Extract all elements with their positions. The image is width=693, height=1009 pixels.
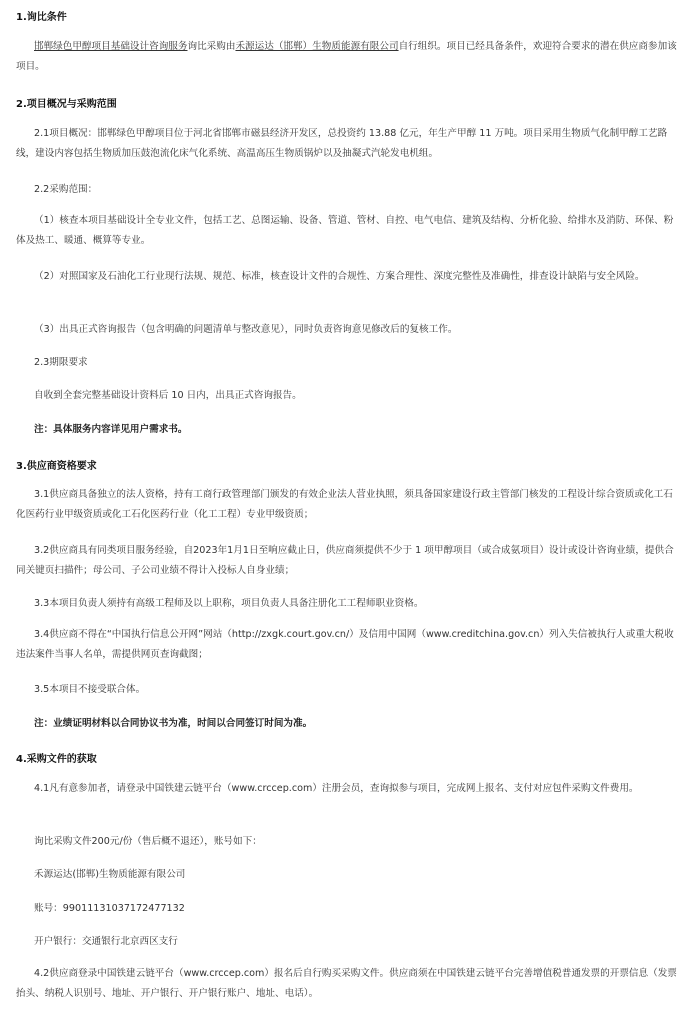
account-number: 账号：99011131037172477132 bbox=[34, 903, 185, 914]
document-fee-text: 询比采购文件200元/份（售后概不退还），账号如下： bbox=[34, 836, 262, 847]
qualification-3-4: 3.4供应商不得在“中国执行信息公开网”网站（http://zxgk.court.gov.cn/）及信用中国网（www.creditchina.gov.cn）列入失信被执行人或重大税收违法案件当事人名单，需提供网页查询截图； bbox=[16, 629, 674, 660]
qualification-3-5: 3.5本项目不接受联合体。 bbox=[34, 684, 146, 695]
project-overview-paragraph: 2.1项目概况：邯郸绿色甲醇项目位于河北省邯郸市磁县经济开发区，总投资约 13.88 亿元，年生产甲醇 11 万吨。项目采用生物质气化制甲醇工艺路线，建设内容包括生物质加压鼓泡流化床气化系统、高温高压生物质锅炉以及抽凝式汽轮发电机组。 bbox=[16, 128, 668, 159]
scope-item-2: （2）对照国家及石油化工行业现行法规、规范、标准，核查设计文件的合规性、方案合理性、深度完整性及准确性，排查设计缺陷与安全风险。 bbox=[34, 271, 645, 282]
bank-name: 开户银行：交通银行北京西区支行 bbox=[34, 936, 178, 947]
deadline-label: 2.3期限要求 bbox=[34, 357, 88, 368]
section-2-heading: 2.项目概况与采购范围 bbox=[16, 99, 117, 110]
section-4-heading: 4.采购文件的获取 bbox=[16, 754, 97, 765]
scope-item-1: （1）核查本项目基础设计全专业文件，包括工艺、总图运输、设备、管道、管材、自控、电气电信、建筑及结构、分析化验、给排水及消防、环保、粉体及热工、暖通、概算等专业。 bbox=[16, 215, 674, 246]
procurement-scope-label: 2.2采购范围： bbox=[34, 184, 98, 195]
section-1-paragraph bbox=[16, 37, 682, 77]
section-2-note: 注：具体服务内容详见用户需求书。 bbox=[34, 424, 188, 435]
project-name-link: 邯郸绿色甲醇项目基础设计咨询服务 bbox=[34, 41, 188, 52]
deadline-text: 自收到全套完整基础设计资料后 10 日内，出具正式咨询报告。 bbox=[34, 390, 302, 401]
section-3-note: 注：业绩证明材料以合同协议书为准，时间以合同签订时间为准。 bbox=[34, 718, 313, 729]
section-1-tail-text: 自行组织。项目已经具备条件，欢迎符合要求的潜在供应商参加该项目。 bbox=[16, 41, 677, 72]
document-acquisition-4-2: 4.2供应商登录中国铁建云链平台（www.crccep.com）报名后自行购买采购文件。供应商须在中国铁建云链平台完善增值税普通发票的开票信息（发票抬头、纳税人识别号、地址、开户银行、开户银行账户、地址、电话）。 bbox=[16, 968, 677, 999]
scope-item-3: （3）出具正式咨询报告（包含明确的问题清单与整改意见），同时负责咨询意见修改后的复核工作。 bbox=[34, 324, 458, 335]
document-acquisition-4-1: 4.1凡有意参加者，请登录中国铁建云链平台（www.crccep.com）注册会员，查询拟参与项目，完成网上报名、支付对应包件采购文件费用。 bbox=[34, 783, 639, 794]
section-1-heading: 1.询比条件 bbox=[16, 12, 67, 23]
section-1-mid-text: 询比采购由 bbox=[187, 41, 236, 52]
payee-name: 禾源运达(邯郸)生物质能源有限公司 bbox=[34, 869, 186, 880]
purchaser-name-link: 禾源运达（邯郸）生物质能源有限公司 bbox=[235, 41, 399, 52]
qualification-3-2: 3.2供应商具有同类项目服务经验，自2023年1月1日至响应截止日，供应商须提供不少于 1 项甲醇项目（或合成氨项目）设计或设计咨询业绩，提供合同关键页扫描件；母公司、子公司业绩不得计入投标人自身业绩； bbox=[16, 545, 674, 576]
qualification-3-3: 3.3本项目负责人须持有高级工程师及以上职称，项目负责人具备注册化工工程师职业资格。 bbox=[34, 598, 424, 609]
section-3-heading: 3.供应商资格要求 bbox=[16, 461, 97, 472]
qualification-3-1: 3.1供应商具备独立的法人资格，持有工商行政管理部门颁发的有效企业法人营业执照，须具备国家建设行政主管部门核发的工程设计综合资质或化工石化医药行业甲级资质或化工石化医药行业（化工工程）专业甲级资质； bbox=[16, 489, 673, 520]
